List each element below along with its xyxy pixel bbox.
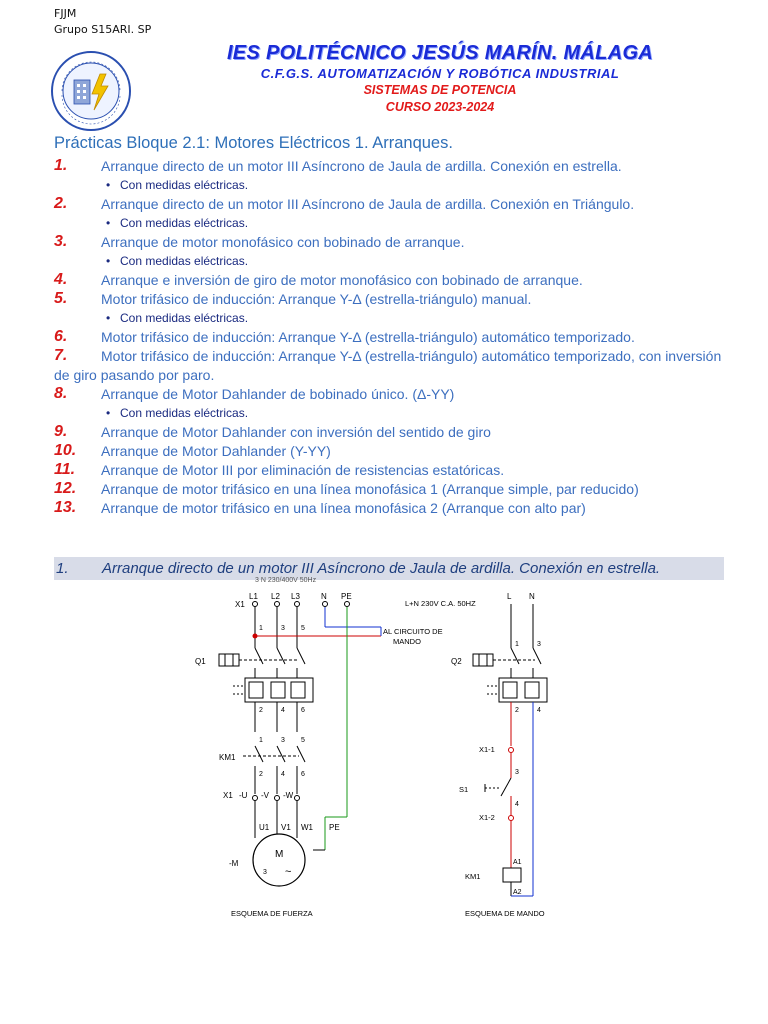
list-item: 2. Arranque directo de un motor III Asíncrono de Jaula de ardilla. Conexión en Triángulo. [54, 195, 635, 212]
wiring-diagram [195, 577, 595, 922]
list-subitem: • Con medidas eléctricas. [54, 309, 734, 328]
svg-text:N: N [529, 592, 535, 601]
svg-text:MANDO: MANDO [393, 637, 421, 646]
subsection-title: Arranque directo de un motor III Asíncrono de Jaula de ardilla. Conexión en estrella. [102, 560, 661, 577]
svg-text:-M: -M [229, 859, 239, 868]
svg-text:X1-1: X1-1 [479, 745, 495, 754]
svg-text:S1: S1 [459, 785, 469, 794]
group-label: Grupo S15ARI. SP [54, 23, 152, 36]
svg-text:3: 3 [537, 641, 541, 648]
svg-text:X1-2: X1-2 [479, 813, 495, 822]
document-header [54, 6, 151, 38]
subsection-number: 1. [56, 560, 69, 577]
svg-text:PE: PE [341, 592, 352, 601]
svg-text:AL CIRCUITO DE: AL CIRCUITO DE [383, 627, 443, 636]
svg-text:L1: L1 [249, 592, 258, 601]
list-item: 3. Arranque de motor monofásico con bobinado de arranque. [54, 233, 465, 250]
svg-text:W1: W1 [301, 823, 313, 832]
svg-text:KM1: KM1 [219, 753, 236, 762]
svg-text:-V: -V [261, 791, 269, 800]
svg-text:6: 6 [301, 771, 305, 778]
list-subitem: • Con medidas eléctricas. [54, 404, 734, 423]
section-title: Prácticas Bloque 2.1: Motores Eléctricos 1. Arranques. [54, 134, 453, 152]
author-initials: FJJM [54, 7, 77, 20]
svg-text:A2: A2 [513, 889, 522, 896]
list-subitem: • Con medidas eléctricas. [54, 214, 734, 233]
svg-text:-U: -U [239, 791, 248, 800]
svg-text:M: M [275, 849, 284, 860]
list-item: 13. Arranque de motor trifásico en una línea monofásica 2 (Arranque con alto par) [54, 499, 586, 516]
list-subitem: • Con medidas eléctricas. [54, 252, 734, 271]
svg-text:KM1: KM1 [465, 872, 481, 881]
svg-text:6: 6 [301, 707, 305, 714]
svg-text:2: 2 [259, 771, 263, 778]
svg-text:L2: L2 [271, 592, 280, 601]
svg-text:Q2: Q2 [451, 657, 462, 666]
svg-text:X1: X1 [223, 791, 233, 800]
list-item: 1. Arranque directo de un motor III Asíncrono de Jaula de ardilla. Conexión en estrella. [54, 157, 622, 174]
svg-text:3: 3 [281, 737, 285, 744]
list-item: 12. Arranque de motor trifásico en una línea monofásica 1 (Arranque simple, par reducido) [54, 480, 639, 497]
svg-text:L: L [507, 592, 512, 601]
list-item: 8. Arranque de Motor Dahlander de bobinado único. (Δ-YY) [54, 385, 455, 402]
list-item: 6. Motor trifásico de inducción: Arranque Y-Δ (estrella-triángulo) automático temporizado. [54, 328, 635, 345]
list-item: 7. Motor trifásico de inducción: Arranque Y-Δ (estrella-triángulo) automático temporizado, con inversión de giro pasando por paro. [54, 347, 722, 383]
svg-text:1: 1 [259, 737, 263, 744]
svg-text:U1: U1 [259, 823, 270, 832]
subject-name: SISTEMAS DE POTENCIA [363, 83, 517, 97]
svg-text:2: 2 [259, 707, 263, 714]
course-year: CURSO 2023-2024 [385, 100, 495, 114]
list-item: 4. Arranque e inversión de giro de motor monofásico con bobinado de arranque. [54, 271, 583, 288]
svg-text:3: 3 [281, 625, 285, 632]
control-circuit [405, 592, 547, 918]
list-item: 5. Motor trifásico de inducción: Arranque Y-Δ (estrella-triángulo) manual. [54, 290, 532, 307]
practice-list [54, 157, 734, 518]
svg-text:1: 1 [259, 625, 263, 632]
svg-text:5: 5 [301, 625, 305, 632]
svg-text:ESQUEMA DE FUERZA: ESQUEMA DE FUERZA [231, 909, 313, 918]
svg-text:2: 2 [515, 707, 519, 714]
svg-text:X1: X1 [235, 600, 245, 609]
svg-text:PE: PE [329, 823, 340, 832]
svg-text:3: 3 [263, 869, 267, 876]
institution-cycle: C.F.G.S. AUTOMATIZACIÓN Y ROBÓTICA INDUSTRIAL [260, 66, 620, 81]
svg-text:A1: A1 [513, 859, 522, 866]
svg-text:V1: V1 [281, 823, 291, 832]
list-item: 9. Arranque de Motor Dahlander con inversión del sentido de giro [54, 423, 491, 440]
svg-text:1: 1 [515, 641, 519, 648]
svg-text:~: ~ [285, 866, 292, 878]
svg-text:5: 5 [301, 737, 305, 744]
svg-text:4: 4 [515, 801, 519, 808]
institution-name: IES POLITÉCNICO JESÚS MARÍN. MÁLAGA [226, 42, 654, 64]
svg-text:ESQUEMA DE MANDO: ESQUEMA DE MANDO [465, 909, 545, 918]
list-subitem: • Con medidas eléctricas. [54, 176, 734, 195]
svg-text:Q1: Q1 [195, 657, 206, 666]
svg-text:4: 4 [537, 707, 541, 714]
school-electricity-seal-icon [50, 50, 132, 132]
svg-text:4: 4 [281, 771, 285, 778]
svg-text:-W: -W [283, 791, 294, 800]
svg-text:L+N 230V C.A. 50HZ: L+N 230V C.A. 50HZ [405, 599, 476, 608]
svg-text:3: 3 [515, 769, 519, 776]
list-item: 10. Arranque de Motor Dahlander (Y-YY) [54, 442, 331, 459]
svg-text:N: N [321, 592, 327, 601]
svg-text:L3: L3 [291, 592, 300, 601]
list-item: 11. Arranque de Motor III por eliminación de resistencias estatóricas. [54, 461, 505, 478]
power-circuit [195, 577, 443, 918]
svg-text:3 N 230/400V 50Hz: 3 N 230/400V 50Hz [255, 577, 317, 584]
svg-text:4: 4 [281, 707, 285, 714]
